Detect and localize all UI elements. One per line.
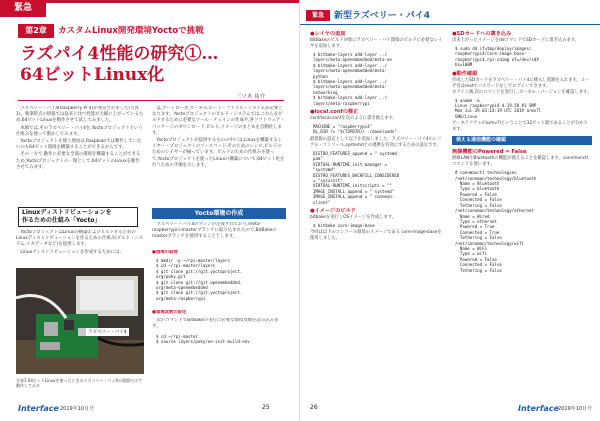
paragraph: Yoctoプロジェクトを使う理由は,Raspbianでは動作していないのも64ビット環境を構築することができるからです。	[16, 139, 142, 151]
code-line: Connected = False	[455, 262, 502, 268]
code-line: # connmanctl technologies	[455, 170, 517, 176]
footer-logo: Interface	[18, 404, 59, 413]
code-line: layers/meta-openembedded/meta-oe	[313, 57, 392, 63]
code-line: $ git clone git://git.yoctoproject.	[156, 290, 243, 296]
code-line: networking	[313, 89, 338, 95]
left-col2-intro	[152, 222, 286, 246]
code-line: VIRTUAL-RUNTIME_init_manager =	[313, 161, 387, 167]
paragraph: 本稿では,そのラズベリー・パイ4を,Yoctoプロジェクトという仕組みを使って動かしてみます。	[16, 125, 143, 137]
code-line: MACHINE = "raspberrypi4"	[313, 124, 373, 130]
heading-powered-false: 無線機能のPowered = False	[452, 149, 527, 156]
paragraph: 無線LANやBluetoothの機能が使えることを確認します。connmanctlコマンドを使います。	[452, 156, 589, 168]
code-line: org/poky.git	[156, 274, 186, 280]
code-line: $ bitbake-layers add-layer ../	[313, 95, 387, 101]
code-line: = "sysvinit"	[313, 177, 343, 183]
paragraph: 最低限の設定として以下を追加しました。ラズベリー・パイ4のシリアル・コンソール,systemdとの連携を有効にするための設定です。	[310, 136, 442, 148]
code-line: pam"	[313, 156, 323, 162]
right-page	[300, 0, 600, 421]
code-line: IMAGE_INSTALL_append = " connman-	[313, 194, 395, 200]
env-text	[152, 318, 286, 331]
raspberry-pi-photo	[16, 268, 144, 374]
right-col2	[452, 30, 592, 400]
code-line: $ sudo dd if=tmp/deploy/images/	[455, 46, 532, 51]
footer-date: 2019年10月号	[558, 406, 593, 412]
urgent-tag: 緊急	[306, 10, 330, 21]
code-line: $ mkdir -p ~/rpi-master/layers	[156, 258, 230, 263]
paragraph: は,ブートローダ,カーネル,ルート・ファイル・システムが必要となります。Yoctoプロジェクトのビルド・システムでは,これらをビルドするために必要なツール・チェインの作成や,各ソフトウェア・パッケージのダウンロード,ビルド,イメージのまとめを自動化します。	[152, 106, 285, 136]
comm-section	[452, 136, 592, 147]
heading-boot-check: ●動作確認	[452, 70, 478, 77]
left-col1-intro	[16, 106, 144, 222]
paragraph: BitBakeのビルド対象にラズベリー・パイ環境のビルドに必要なレイヤを追加します。	[310, 38, 443, 49]
section-heading-line1: Linuxディストリビューションを	[22, 209, 112, 216]
title-divider	[18, 100, 284, 101]
code-line: "systemd"	[313, 167, 336, 173]
code-line: layers/meta-openembedded/meta-	[313, 84, 387, 90]
code-line: Powered = True	[455, 224, 495, 230]
image-code-block	[313, 223, 444, 228]
footer-logo: Interface	[518, 404, 559, 413]
local-code-block-2	[313, 151, 444, 205]
code-line: client"	[313, 199, 331, 205]
code-line: GNU/Linux	[455, 113, 478, 119]
page-number: 25	[262, 404, 270, 411]
code-line: Connected = True	[455, 229, 500, 235]
section-heading-yocto	[18, 207, 138, 227]
right-col1	[310, 30, 444, 400]
code-line: Powered = False	[455, 256, 497, 262]
section-bar-comm: 使える通信機能の確認	[452, 136, 592, 145]
code-line: $ cd ~/rpi-master	[156, 334, 198, 339]
board-photo-icon	[16, 268, 144, 374]
heading-layer: ●レイヤの追加	[310, 31, 346, 37]
page-number: 26	[310, 404, 318, 411]
layer-code-block	[313, 52, 444, 106]
code-line: raspberrypi4.rpi-sdimg of=/dev/sdX	[455, 56, 539, 62]
heading-local-conf: ●local.confの修正	[310, 109, 359, 116]
paragraph: アーキテクチャがarmv7lということで32ビット版であることが分かります。	[452, 121, 588, 133]
code-line: VIRTUAL-RUNTIME_initscripts = ""	[313, 183, 392, 189]
code-line: Tethering = False	[455, 267, 502, 273]
sd-code-block	[455, 46, 592, 68]
code-line: IMAGE_INSTALL_append = " systemd"	[313, 188, 395, 194]
code-line: Linux raspberrypi4 4.19.58 #1 SMP	[455, 103, 537, 109]
code-line: $ cd ~/rpi-master/layers	[156, 263, 216, 269]
author: 三ツ木 祐介	[236, 94, 266, 100]
paragraph: YoctoプロジェクトはLinuxの構築およびビルドするためのLinuxディストリビューションを作るための仕組み(ビルド・システム,メタデータなど)を提供します。	[16, 230, 144, 248]
paragraph: 次のコマンドでBitBakeの実行に必要な環境変数を読み込みます。	[152, 318, 279, 330]
footer-date: 2019年10月号	[60, 406, 95, 412]
paragraph: ラズベリー・パイ4のマシンが定義されており,meta-raspberrypiのmasterブランチに取り込まれたので,BitBakeのmasterブランチを使用することとします。	[152, 222, 277, 240]
code-line: python	[313, 73, 328, 79]
code-line: Type = bluetooth	[455, 186, 500, 192]
connman-code-block	[455, 170, 592, 273]
code-line: Tethering = False	[455, 202, 502, 208]
paragraph: conf/local.confを次のように書き換えます。	[310, 116, 397, 122]
sub-heading-env	[152, 310, 286, 318]
right-top-line	[300, 24, 600, 25]
article-title-line2: 64ビットLinux化	[20, 65, 165, 85]
code-line: Name = WiFi	[455, 245, 488, 251]
setup-code-block	[156, 258, 288, 304]
code-line: $ uname -a	[455, 97, 480, 103]
code-line: Tethering = False	[455, 235, 502, 241]
code-line: bs=100M	[455, 62, 473, 68]
code-line: $ source layers/poky/oe-init-build-env	[156, 339, 250, 345]
paragraph: 作成したSDカードをラズベリー・パイ4に挿入し電源を入れます。ユーザ名はrootでパスワードなしでログインできます。	[452, 77, 590, 89]
code-line: $ bitbake-layers add-layer ../	[313, 79, 387, 85]
code-line: /net/connman/technology/ethernet	[455, 208, 534, 214]
code-line: /net/connman/technology/bluetooth	[455, 175, 537, 181]
code-line: Name = Wired	[455, 213, 490, 219]
paragraph: Yoctoプロジェクトが提供するものの中には,Linuxを構築するレイヤー・プロジェクトのソースコード,そのためのレシピ,ビルドのためのレイヤーが揃っています。ビルドのための仕組みを使って,Yoctoプロジェクトを使ったLinuxの構築について,64ビット化を行うための手順を示します。	[152, 138, 285, 168]
left-col2-text	[152, 106, 286, 206]
section-heading-line2: 作るための仕組み「Yocto」	[22, 217, 101, 224]
chapter-badge: 第2章	[18, 24, 54, 38]
paragraph: bitbakeを実行しOSイメージを作成します。	[310, 214, 397, 220]
code-line: $ git clone git://git.yoctoproject.	[156, 268, 243, 274]
code-line: org/meta-raspberrypi	[156, 295, 206, 301]
code-line: raspberrypi4/core-image-base-	[455, 51, 527, 57]
left-col1-section	[16, 230, 144, 264]
section-heading-yocto-env: Yocto環境の作成	[152, 208, 286, 219]
local-code-block	[313, 124, 444, 135]
heading-sd-write: ●SDカードへの書き込み	[452, 31, 512, 37]
code-line: DISTRO_FEATURES_append = " systemd	[313, 150, 397, 156]
article-title	[20, 44, 290, 86]
photo-label: ラズベリー・パイ4	[88, 330, 127, 335]
urgent-tag: 緊急	[0, 0, 46, 17]
code-line: Name = Bluetooth	[455, 181, 500, 187]
paragraph: ラズベリー・パイ4(Raspberry Pi 4)が発売されました(写真1)。執筆時点の情報では従来と比べ性能が大幅に上がっているため,64ビットLinuxを動作させて試してみました。	[16, 106, 144, 124]
code-line: Powered = False	[455, 191, 497, 197]
code-line: Mon Jul 29 03:14:19 UTC 2019 armv7l	[455, 108, 542, 114]
code-line: Connected = False	[455, 197, 502, 203]
code-line: DL_DIR ?= "${TOPDIR}/../downloads"	[313, 129, 397, 135]
sub-heading: ●環境変数の設定	[152, 310, 187, 315]
code-line: org/meta-openembedded	[156, 285, 208, 291]
env-code-block	[156, 334, 288, 348]
code-line: Type = ethernet	[455, 218, 497, 224]
code-line: /net/connman/technology/wifi	[455, 240, 525, 246]
photo-caption: 写真1 64ビットLinuxを使ったときのラズベリー・パイ4の電源だけで動作してみる	[16, 378, 142, 389]
code-line: layers/meta-openembedded/meta-	[313, 68, 387, 74]
sub-heading: ●環境の取得	[152, 250, 178, 255]
paragraph: 出来上がったイメージをddコマンドでSDカードに書き込みます。	[452, 38, 580, 43]
code-line: DISTRO_FEATURES_BACKFILL_CONSIDERED	[313, 172, 400, 178]
heading-image-build: ●イメージのビルド	[310, 207, 356, 214]
code-line: $ bitbake core-image-base	[313, 222, 375, 228]
sub-heading-setup	[152, 250, 286, 258]
paragraph: ログイン後,次のコマンドを実行し,カーネル・バージョンを確認します。	[452, 89, 592, 95]
boot-code-block	[455, 98, 592, 120]
code-line: Type = wifi	[455, 251, 488, 257]
paragraph: その一方で,動作に必要な全部の環境を構築することができるため,Yoctoプロジェクトの一環として,64ビットのLinuxを動作させてみます。	[16, 152, 141, 170]
code-line: layers/meta-raspberrypi	[313, 100, 370, 106]
article-title-line1: ラズパイ4性能の研究①…	[20, 44, 219, 64]
code-line: $ bitbake-layers add-layer ../	[313, 62, 387, 68]
code-line: $ git clone git://git.openembedded.	[156, 279, 243, 285]
right-page-title: 新型ラズベリー・パイ4	[334, 11, 430, 21]
code-line: $ bitbake-layers add-layer ../	[313, 52, 387, 57]
paragraph: 今回は以下のコンソール環境のイメージである core-image-baseを使用しました。	[310, 230, 442, 242]
paragraph: Linuxディストリビューションを作成するためには,	[20, 249, 121, 255]
series-title: カスタムLinux開発環境Yoctoで挑戦	[58, 26, 204, 36]
